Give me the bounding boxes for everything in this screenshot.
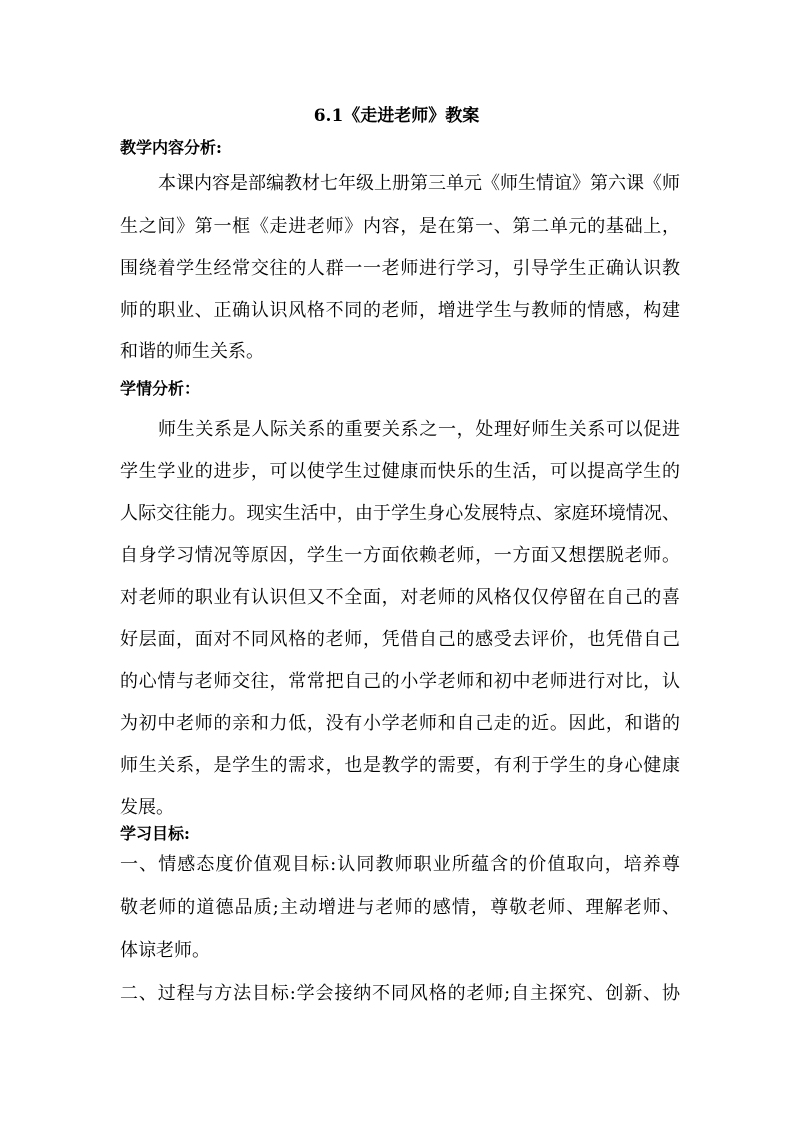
text-line: 师生关系，是学生的需求，也是教学的需要，有利于学生的身心健康 (120, 755, 680, 776)
paragraph-content-analysis (120, 172, 680, 364)
text-line: 为初中老师的亲和力低，没有小学老师和自己走的近。因此，和谐的 (120, 713, 680, 734)
text-line: 人际交往能力。现实生活中，由于学生身心发展特点、家庭环境情况、 (120, 503, 680, 524)
text-line: 对老师的职业有认识但又不全面，对老师的风格仅仅停留在自己的喜 (120, 587, 680, 608)
text-line: 和谐的师生关系。 (120, 341, 264, 362)
text-line: 自身学习情况等原因，学生一方面依赖老师，一方面又想摆脱老师。 (120, 545, 680, 566)
text-line: 的心情与老师交往，常常把自己的小学老师和初中老师进行对比，认 (120, 671, 680, 692)
text-line: 生之间》第一框《走进老师》内容，是在第一、第二单元的基础上， (120, 216, 680, 237)
text-line: 一、情感态度价值观目标:认同教师职业所蕴含的价值取向，培养尊 (120, 854, 680, 875)
text-line: 敬老师的道德品质;主动增进与老师的感情，尊敬老师、理解老师、 (120, 897, 680, 918)
text-line: 师生关系是人际关系的重要关系之一，处理好师生关系可以促进 (158, 419, 680, 440)
paragraph-learning-objectives (120, 853, 680, 1006)
text-line: 体谅老师。 (120, 940, 210, 961)
text-line: 本课内容是部编教材七年级上册第三单元《师生情谊》第六课《师 (158, 173, 680, 194)
text-line: 师的职业、正确认识风格不同的老师，增进学生与教师的情感，构建 (120, 300, 680, 321)
text-line: 学生学业的进步，可以使学生过健康而快乐的生活，可以提高学生的 (120, 461, 680, 482)
text-line: 围绕着学生经常交往的人群一一老师进行学习，引导学生正确认识教 (120, 258, 680, 279)
text-line: 好层面，面对不同风格的老师，凭借自己的感受去评价，也凭借自己 (120, 629, 680, 650)
heading-learning-situation: 学情分析： (120, 379, 201, 398)
paragraph-learning-situation (120, 418, 680, 820)
text-line: 二、过程与方法目标:学会接纳不同风格的老师;自主探究、创新、协 (120, 983, 680, 1004)
text-line: 发展。 (120, 797, 174, 818)
heading-content-analysis: 教学内容分析: (120, 138, 222, 157)
heading-learning-objectives: 学习目标: (120, 824, 190, 843)
page-title: 6.1《走进老师》教案 (313, 106, 480, 126)
